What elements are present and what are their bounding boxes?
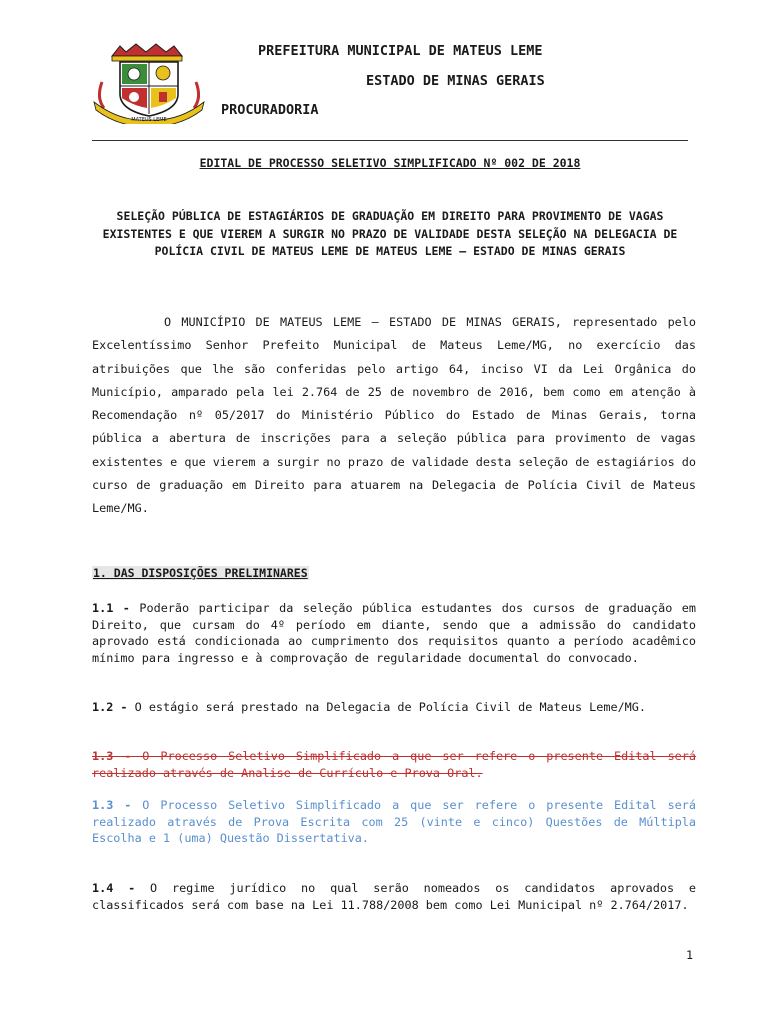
clause-1-4 [92,880,696,913]
clause-text: Poderão participar da seleção pública estudantes dos cursos de graduação em Direito, que cursam do 4º período em diante, sendo que a admissão do candidato aprovado está condicionada ao cumprimento dos requisitos quanto a período acadêmico mínimo para ingresso e à comprovação de regularidade documental do convocado. [92,601,696,665]
clause-1-2 [92,699,696,716]
header-municipality: PREFEITURA MUNICIPAL DE MATEUS LEME [258,43,543,59]
clause-number: 1.3 - [92,749,132,763]
municipal-coat-of-arms-logo [90,42,208,124]
header-divider [92,140,688,141]
section-heading: 1. DAS DISPOSIÇÕES PRELIMINARES [93,566,308,580]
header-department: PROCURADORIA [221,102,319,118]
edital-subject: SELEÇÃO PÚBLICA DE ESTAGIÁRIOS DE GRADUAÇÃO EM DIREITO PARA PROVIMENTO DE VAGAS EXISTENTES E QUE VIEREM A SURGIR NO PRAZO DE VALIDADE DESTA SELEÇÃO NA DELEGACIA DE POLÍCIA CIVIL DE MATEUS LEME DE MATEUS LEME – ESTADO DE MINAS GERAIS [102,209,678,258]
intro-paragraph: O MUNICÍPIO DE MATEUS LEME – ESTADO DE MINAS GERAIS, representado pelo Excelentíssimo Senhor Prefeito Municipal de Mateus Leme/MG, no exercício das atribuições que lhe são conferidas pelo artigo 64, inciso VI da Lei Orgânica do Município, amparado pela lei 2.764 de 25 de novembro de 2016, bem como em atenção à Recomendação nº 05/2017 do Ministério Público do Estado de Minas Gerais, torna pública a abertura de inscrições para a seleção pública para provimento de vagas existentes e que vierem a surgir no prazo de validade desta seleção de estagiários do curso de graduação em Direito para atuarem na Delegacia de Polícia Civil de Mateus Leme/MG. [92,315,696,516]
clause-1-3-revised [92,797,696,847]
clause-text: O estágio será prestado na Delegacia de Polícia Civil de Mateus Leme/MG. [127,700,646,714]
clause-number: 1.3 - [92,798,132,812]
clause-1-3-struck [92,748,696,781]
clause-text: O regime jurídico no qual serão nomeados os candidatos aprovados e classificados será com base na Lei 11.788/2008 bem como Lei Municipal nº 2.764/2017. [92,881,696,912]
clause-number: 1.2 - [92,700,128,714]
clause-number: 1.4 - [92,881,136,895]
clause-text: O Processo Seletivo Simplificado a que ser refere o presente Edital será realizado através de Analise de Currículo e Prova Oral. [92,749,696,780]
clause-text: O Processo Seletivo Simplificado a que ser refere o presente Edital será realizado através de Prova Escrita com 25 (vinte e cinco) Questões de Múltipla Escolha e 1 (uma) Questão Dissertativa. [92,798,696,846]
seal-ribbon-text: MATEUS LEME [131,117,167,123]
clause-number: 1.1 - [92,601,130,615]
header-state: ESTADO DE MINAS GERAIS [366,73,545,89]
edital-title: EDITAL DE PROCESSO SELETIVO SIMPLIFICADO Nº 002 DE 2018 [199,156,581,170]
page-number: 1 [686,948,694,962]
clause-1-1 [92,600,696,666]
